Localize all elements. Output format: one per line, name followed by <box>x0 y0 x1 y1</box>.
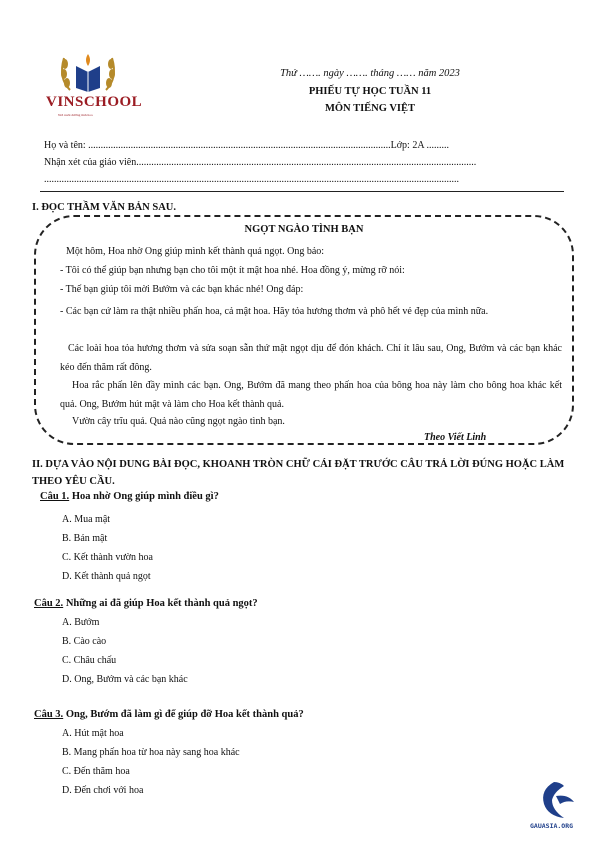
answer-option[interactable]: B. Mang phấn hoa từ hoa này sang hoa khác <box>62 747 240 758</box>
passage-paragraph: - Các bạn cứ làm ra thật nhiều phấn hoa, cả mật hoa. Hãy tỏa hương thơm và phô hết vẻ đẹp của mình nữa. <box>60 306 489 317</box>
answer-option[interactable]: A. Hút mật hoa <box>62 728 124 739</box>
divider <box>40 191 564 192</box>
answer-option[interactable]: B. Cào cào <box>62 636 107 647</box>
blank-comment-line[interactable]: ...................................................................................................................................................................... <box>44 174 459 185</box>
passage-paragraph: Các loài hoa tỏa hương thơm và sửa soạn sẵn thứ mật ngọt dịu để đón khách. Chỉ ít lâu sau, Ong, Bướm và các bạn khác kéo đến thăm rất đông. <box>60 343 562 373</box>
logo-wordmark: VINSCHOOL <box>46 94 143 110</box>
answer-option[interactable]: A. Bướm <box>62 617 100 628</box>
question-2 <box>34 598 258 609</box>
question-3 <box>34 709 304 720</box>
date-line: Thứ ……. ngày ……. tháng …… năm 2023 <box>280 68 460 79</box>
passage-title: NGỌT NGÀO TÌNH BẠN <box>244 224 364 235</box>
passage-paragraph: Hoa rắc phấn lên đầy mình các bạn. Ong, Bướm đã mang theo phấn hoa của bông hoa này làm cho bông hoa khác kết quả. Ong, Bướm hút mật và làm cho Hoa kết thành quả. <box>60 380 562 410</box>
brand-watermark <box>530 778 578 830</box>
answer-option[interactable]: C. Kết thành vườn hoa <box>62 552 153 563</box>
question-text: Ong, Bướm đã làm gì để giúp đỡ Hoa kết thành quả? <box>63 709 304 720</box>
answer-option[interactable]: C. Châu chấu <box>62 655 117 666</box>
bird-logo-icon <box>530 778 578 822</box>
answer-option[interactable]: A. Mua mật <box>62 514 111 525</box>
answer-option[interactable]: D. Đến chơi với hoa <box>62 785 144 796</box>
subject-title: MÔN TIẾNG VIỆT <box>324 103 416 114</box>
section1-heading: I. ĐỌC THẦM VĂN BẢN SAU. <box>32 202 177 213</box>
question-label: Câu 1. <box>40 491 70 502</box>
passage-paragraph: - Tôi có thể giúp bạn nhưng bạn cho tôi một ít mật hoa nhé. Hoa đồng ý, mừng rỡ nói: <box>60 265 405 276</box>
question-label: Câu 2. <box>34 598 64 609</box>
watermark-text: GAUASIA.ORG <box>530 822 574 830</box>
question-text: Những ai đã giúp Hoa kết thành quả ngọt? <box>63 598 258 609</box>
section2-heading: II. DỰA VÀO NỘI DUNG BÀI ĐỌC, KHOANH TRÒN CHỮ CÁI ĐẶT TRƯỚC CÂU TRẢ LỜI ĐÚNG HOẶC LÀM THEO YÊU CẦU. <box>32 459 565 487</box>
passage-author: Theo Viết Linh <box>424 432 487 443</box>
question-1 <box>40 491 219 502</box>
teacher-comment-line[interactable]: Nhận xét của giáo viên........................................................................................................................................ <box>44 157 477 168</box>
passage-paragraph: Một hôm, Hoa nhờ Ong giúp mình kết thành quả ngọt. Ong bảo: <box>66 246 325 257</box>
answer-option[interactable]: D. Kết thành quả ngọt <box>62 571 151 582</box>
answer-option[interactable]: D. Ong, Bướm và các bạn khác <box>62 674 188 685</box>
answer-option[interactable]: B. Bán mật <box>62 533 108 544</box>
student-name-line[interactable]: Họ và tên: .........................................................................................................................Lớp: 2A ......... <box>44 140 449 151</box>
answer-option[interactable]: C. Đến thăm hoa <box>62 766 130 777</box>
passage-paragraph: - Thế bạn giúp tôi mời Bướm và các bạn khác nhé! Ong đáp: <box>60 284 304 295</box>
passage-paragraph: Vườn cây trĩu quả. Quả nào cũng ngọt ngào tình bạn. <box>72 416 285 427</box>
vinschool-logo <box>40 50 143 122</box>
question-text: Hoa nhờ Ong giúp mình điều gì? <box>69 491 219 502</box>
laurel-book-icon <box>40 50 136 96</box>
question-label: Câu 3. <box>34 709 64 720</box>
worksheet-title: PHIẾU TỰ HỌC TUẦN 11 <box>308 86 432 97</box>
logo-tagline: Nơi nuôi dưỡng tinh hoa <box>58 113 93 117</box>
